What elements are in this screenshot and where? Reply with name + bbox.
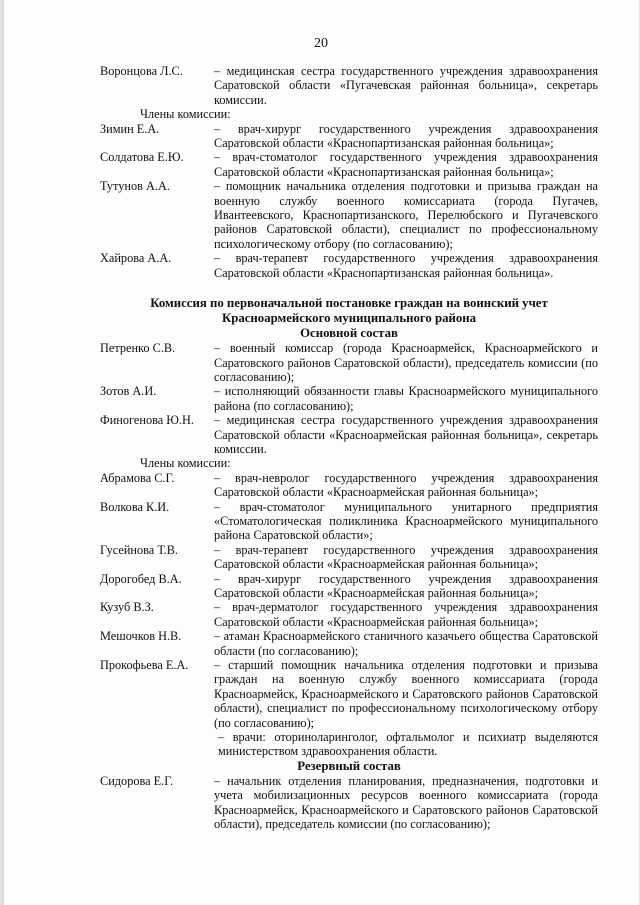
member-role: – медицинская сестра государственного учреждения здравоохранения Саратовской области «Пугачевская районная больница», секретарь комиссии. [214, 64, 598, 107]
document-body [100, 64, 598, 832]
member-role: – врач-стоматолог государственного учреждения здравоохранения Саратовской области «Краснопартизанская районная больница»; [214, 150, 598, 179]
member-row [100, 122, 598, 151]
member-role: – врач-терапевт государственного учреждения здравоохранения Саратовской области «Красноармейская районная больница»; [214, 542, 598, 572]
member-name: Тутунов А.А. [100, 179, 170, 194]
member-role: – врач-хирург государственного учреждения здравоохранения Саратовской области «Краснопартизанская районная больница»; [214, 121, 598, 151]
member-role: – врач-невролог государственного учреждения здравоохранения Саратовской области «Красноармейская районная больница»; [214, 470, 598, 500]
member-row [100, 600, 598, 629]
scan-edge-left [1, 0, 4, 905]
member-name: Волкова К.И. [100, 499, 170, 514]
member-name: Хайрова А.А. [100, 251, 172, 266]
reserve-row [100, 774, 598, 832]
member-role: – старший помощник начальника отделения подготовки и призыва граждан на военную службу военного комиссариата (города Красноармейск, Красноармейского и Саратовского районов Саратовской области), специалист по профессиональному психологическому отбору (по согласованию); [214, 658, 598, 730]
member-row [100, 572, 598, 601]
commission-row-secretary [100, 413, 598, 456]
member-row [100, 150, 598, 179]
member-row [100, 658, 598, 730]
member-role: – исполняющий обязанности главы Красноармейского муниципального района (по согласованию); [214, 384, 598, 413]
main-composition-label: Основной состав [300, 326, 398, 341]
member-role: – начальник отделения планирования, предназначения, подготовки и учета мобилизационных ресурсов военного комиссариата (города Красноармейск, Красноармейского и Саратовского районов Саратовской области), председатель комиссии (по согласованию); [214, 773, 598, 832]
commission-row-secretary [100, 64, 598, 107]
member-role: – врач-хирург государственного учреждения здравоохранения Саратовской области «Красноармейская районная больница»; [214, 571, 598, 600]
reserve-composition-label: Резервный состав [297, 758, 401, 773]
member-role: – медицинская сестра государственного учреждения здравоохранения Саратовской области «Красноармейская районная больница», секретарь комиссии. [214, 413, 598, 456]
member-name: Сидорова Е.Г. [100, 773, 174, 788]
doctors-note: – врачи: оториноларинголог, офтальмолог и психиатр выделяются министерством здравоохранения области. [218, 730, 598, 759]
member-row [100, 251, 598, 280]
page-number: 20 [314, 36, 328, 51]
member-role: – врач-дерматолог государственного учреждения здравоохранения Саратовской области «Красноармейская районная больница»; [214, 600, 598, 629]
member-row [100, 629, 598, 658]
members-label: Члены комиссии: [140, 107, 231, 122]
member-role: – атаман Красноармейского станичного казачьего общества Саратовской области (по согласованию); [214, 629, 598, 658]
member-role: – помощник начальника отделения подготовки и призыва граждан на военную службу военного комиссариата (города Пугачев, Ивантеевского, Краснопартизанского, Перелюбского и Пугачевского районов Саратовской области), специалист по профессиональному психологическому отбору (по согласованию); [214, 179, 598, 251]
member-row [100, 179, 598, 251]
members-label: Члены комиссии: [140, 456, 231, 471]
member-name: Дорогобед В.А. [100, 571, 182, 586]
member-role: – военный комиссар (города Красноармейск, Красноармейского и Саратовского районов Саратовской области), председатель комиссии (по согласованию); [214, 341, 598, 384]
member-row [100, 543, 598, 572]
commission-row [100, 384, 598, 413]
member-role: – врач-стоматолог муниципального унитарного предприятия «Стоматологическая поликлиника Красноармейского муниципального района Саратовской области»; [214, 499, 598, 543]
member-name: Гусейнова Т.В. [100, 542, 178, 557]
member-name: Мешочков Н.В. [100, 629, 182, 644]
member-name: Зимин Е.А. [100, 121, 160, 136]
member-name: Зотов А.И. [100, 384, 157, 399]
member-row [100, 500, 598, 543]
member-name: Абрамова С.Г. [100, 470, 175, 485]
section-title-line1: Комиссия по первоначальной постановке граждан на воинский учет [150, 296, 548, 311]
commission-row-chair [100, 341, 598, 384]
member-name: Финогенова Ю.Н. [100, 413, 194, 428]
member-name: Прокофьева Е.А. [100, 658, 189, 673]
member-row [100, 471, 598, 500]
member-name: Петренко С.В. [100, 341, 176, 356]
section-title-line2: Красноармейского муниципального района [221, 311, 477, 326]
member-role: – врач-терапевт государственного учреждения здравоохранения Саратовской области «Краснопартизанская районная больница». [214, 251, 598, 280]
member-name: Солдатова Е.Ю. [100, 150, 184, 165]
member-name: Воронцова Л.С. [100, 64, 183, 78]
member-name: Кузуб В.З. [100, 600, 154, 615]
